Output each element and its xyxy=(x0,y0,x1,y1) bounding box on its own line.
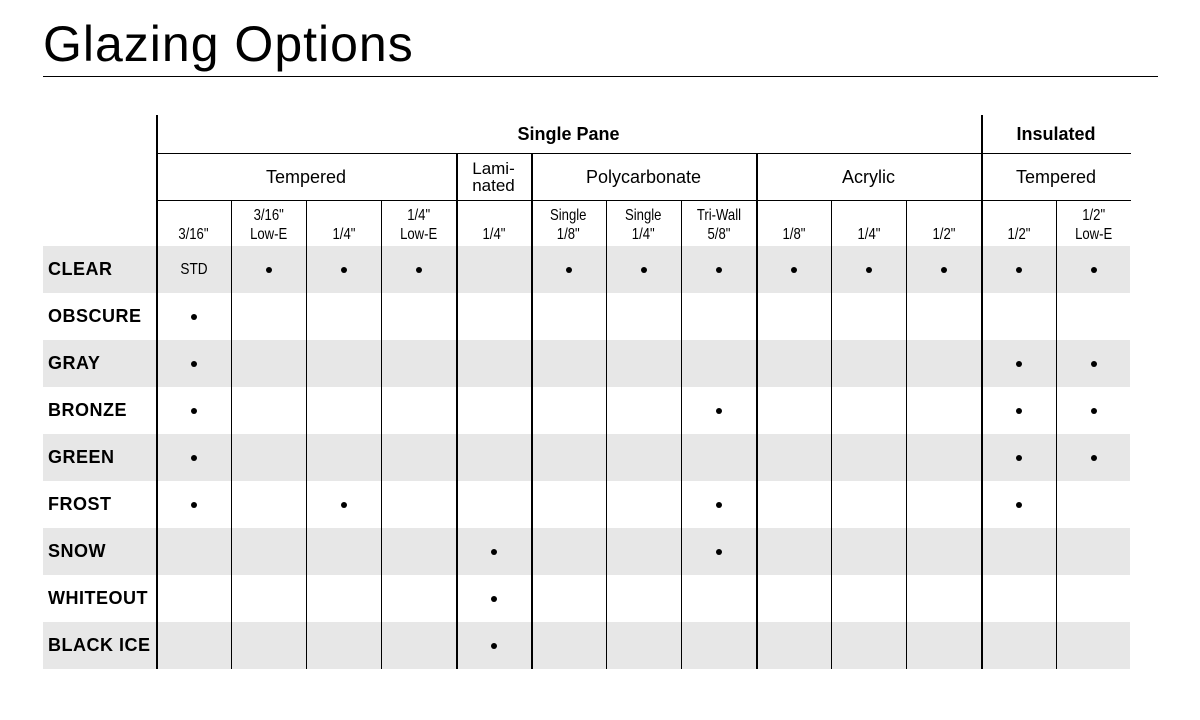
column-divider xyxy=(756,154,758,669)
column-header-label: Tri-Wall 5/8" xyxy=(696,207,741,243)
row-label: WHITEOUT xyxy=(48,588,148,608)
row-label: GREEN xyxy=(48,447,115,467)
availability-dot xyxy=(191,502,197,508)
subgroup-header: Lami- nated xyxy=(472,159,515,195)
column-header xyxy=(456,201,531,246)
row-label: BLACK ICE xyxy=(48,635,151,655)
table-cell xyxy=(456,575,531,622)
column-header xyxy=(606,201,681,246)
table-cell xyxy=(1056,246,1131,293)
column-header-label: 1/4" xyxy=(482,226,505,243)
table-cell xyxy=(981,246,1056,293)
table-cell xyxy=(456,622,531,669)
availability-dot xyxy=(941,267,947,273)
column-divider xyxy=(831,201,832,669)
availability-dot xyxy=(716,267,722,273)
availability-dot xyxy=(1091,267,1097,273)
subgroup-header: Tempered xyxy=(265,167,347,187)
column-header-label: 1/4" xyxy=(332,226,355,243)
row-shading xyxy=(43,575,1130,622)
row-shading xyxy=(43,528,1130,575)
column-divider xyxy=(381,201,382,669)
table-cell xyxy=(1056,387,1131,434)
column-header-label: 3/16" Low-E xyxy=(249,207,288,243)
table-cell xyxy=(156,293,231,340)
column-header-label: 1/2" xyxy=(1007,226,1030,243)
column-divider xyxy=(681,201,682,669)
column-header-label: Single 1/4" xyxy=(625,207,662,243)
column-header xyxy=(381,201,456,246)
row-label: SNOW xyxy=(48,541,106,561)
column-header-label: Single 1/8" xyxy=(550,207,587,243)
column-divider xyxy=(156,115,158,669)
header-rule xyxy=(156,200,1131,201)
column-header xyxy=(756,201,831,246)
group-header: Insulated xyxy=(1016,124,1096,144)
column-header xyxy=(531,201,606,246)
availability-dot xyxy=(191,361,197,367)
table-cell xyxy=(681,528,756,575)
column-header xyxy=(306,201,381,246)
group-header: Single Pane xyxy=(517,124,620,144)
availability-dot xyxy=(1016,408,1022,414)
table-cell xyxy=(231,246,306,293)
glazing-options-table xyxy=(43,115,1130,668)
availability-dot xyxy=(716,502,722,508)
availability-dot xyxy=(1016,502,1022,508)
column-header-label: 1/2" Low-E xyxy=(1074,207,1113,243)
column-divider xyxy=(306,201,307,669)
table-cell xyxy=(156,340,231,387)
table-cell xyxy=(156,387,231,434)
header-rule xyxy=(156,153,1131,154)
availability-dot xyxy=(566,267,572,273)
table-cell xyxy=(981,481,1056,528)
table-cell xyxy=(1056,340,1131,387)
table-cell xyxy=(681,387,756,434)
availability-dot xyxy=(191,408,197,414)
column-divider xyxy=(981,115,983,669)
availability-dot xyxy=(491,549,497,555)
availability-dot xyxy=(491,596,497,602)
availability-dot xyxy=(1016,267,1022,273)
column-header xyxy=(681,201,756,246)
availability-dot xyxy=(716,408,722,414)
table-cell xyxy=(681,246,756,293)
table-cell xyxy=(306,246,381,293)
row-label: CLEAR xyxy=(48,259,113,279)
column-header-label: 1/4" Low-E xyxy=(399,207,438,243)
column-header xyxy=(231,201,306,246)
cell-text: STD xyxy=(179,260,208,278)
subgroup-header: Polycarbonate xyxy=(585,167,702,187)
availability-dot xyxy=(866,267,872,273)
column-header xyxy=(156,201,231,246)
table-cell xyxy=(981,387,1056,434)
column-header-label: 3/16" xyxy=(178,226,209,243)
column-divider xyxy=(606,201,607,669)
availability-dot xyxy=(341,267,347,273)
column-divider xyxy=(531,154,533,669)
table-cell xyxy=(381,246,456,293)
table-cell xyxy=(456,528,531,575)
column-header xyxy=(906,201,981,246)
availability-dot xyxy=(716,549,722,555)
row-label: FROST xyxy=(48,494,112,514)
column-divider xyxy=(456,154,458,669)
page-title: Glazing Options xyxy=(43,16,414,72)
column-divider xyxy=(906,201,907,669)
table-cell xyxy=(156,246,231,293)
table-cell xyxy=(156,481,231,528)
column-header-label: 1/2" xyxy=(932,226,955,243)
column-header xyxy=(831,201,906,246)
availability-dot xyxy=(1091,455,1097,461)
table-cell xyxy=(606,246,681,293)
row-shading xyxy=(43,622,1130,669)
table-cell xyxy=(981,340,1056,387)
availability-dot xyxy=(341,502,347,508)
table-cell xyxy=(306,481,381,528)
availability-dot xyxy=(191,314,197,320)
availability-dot xyxy=(791,267,797,273)
column-divider xyxy=(231,201,232,669)
table-cell xyxy=(681,481,756,528)
row-label: BRONZE xyxy=(48,400,127,420)
availability-dot xyxy=(1016,361,1022,367)
table-cell xyxy=(906,246,981,293)
availability-dot xyxy=(416,267,422,273)
row-label: OBSCURE xyxy=(48,306,142,326)
availability-dot xyxy=(1091,408,1097,414)
row-label: GRAY xyxy=(48,353,101,373)
column-header xyxy=(1056,201,1131,246)
column-header-label: 1/8" xyxy=(782,226,805,243)
availability-dot xyxy=(1091,361,1097,367)
table-cell xyxy=(756,246,831,293)
availability-dot xyxy=(491,643,497,649)
table-cell xyxy=(981,434,1056,481)
title-divider xyxy=(43,76,1158,77)
column-divider xyxy=(1056,201,1057,669)
subgroup-header: Acrylic xyxy=(842,167,895,187)
availability-dot xyxy=(641,267,647,273)
availability-dot xyxy=(1016,455,1022,461)
table-cell xyxy=(531,246,606,293)
column-header-label: 1/4" xyxy=(857,226,880,243)
column-header xyxy=(981,201,1056,246)
table-cell xyxy=(156,434,231,481)
table-cell xyxy=(831,246,906,293)
subgroup-header: Tempered xyxy=(1015,167,1097,187)
availability-dot xyxy=(266,267,272,273)
availability-dot xyxy=(191,455,197,461)
table-cell xyxy=(1056,434,1131,481)
